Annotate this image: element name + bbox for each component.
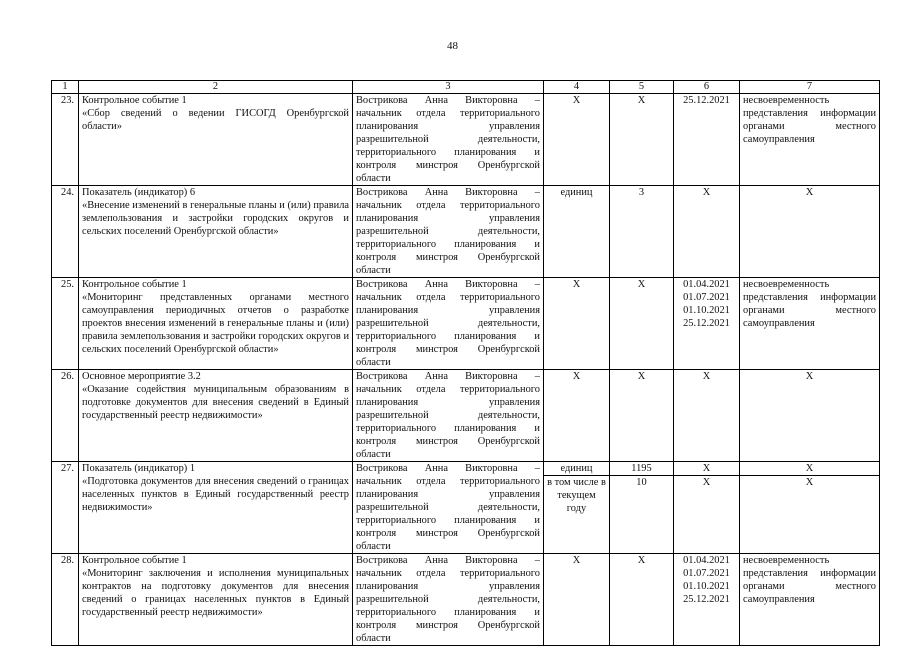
table-row <box>52 370 880 462</box>
dates-cell: Х <box>674 186 740 278</box>
responsible-person: Вострикова Анна Викторовна – начальник отдела территориального планирования управления разрешительной деятельности, территориального планирования и контроля минстроя Оренбургской области <box>353 554 544 646</box>
event-title: Показатель (индикатор) 1 <box>82 463 196 474</box>
risk-total: Х <box>805 463 814 474</box>
header-cell: 3 <box>353 81 544 94</box>
value-cell: Х <box>610 94 674 186</box>
row-number: 25. <box>52 278 79 370</box>
dates-cell <box>674 462 740 554</box>
row-number: 27. <box>52 462 79 554</box>
risk-cell: несвоевременность представления информации органами местного самоуправления <box>740 94 880 186</box>
dates-total: Х <box>702 463 711 474</box>
value-cell: Х <box>610 554 674 646</box>
row-number: 28. <box>52 554 79 646</box>
event-description <box>79 278 353 370</box>
event-title: Контрольное событие 1 <box>82 279 187 290</box>
table-row <box>52 462 880 554</box>
risk-cell: Х <box>740 186 880 278</box>
dates-cell: Х <box>674 370 740 462</box>
row-number: 23. <box>52 94 79 186</box>
row-number: 26. <box>52 370 79 462</box>
dates-cell: 01.04.2021 01.07.2021 01.10.2021 25.12.2021 <box>674 554 740 646</box>
table-row <box>52 554 880 646</box>
header-cell: 4 <box>544 81 610 94</box>
page-number: 48 <box>447 40 458 52</box>
value-cell <box>610 462 674 554</box>
responsible-person: Вострикова Анна Викторовна – начальник отдела территориального планирования управления разрешительной деятельности, территориального планирования и контроля минстроя Оренбургской области <box>353 370 544 462</box>
event-title: Основное мероприятие 3.2 <box>82 371 201 382</box>
header-cell: 5 <box>610 81 674 94</box>
dates-cell: 25.12.2021 <box>674 94 740 186</box>
monitoring-table <box>51 80 880 646</box>
unit-total: единиц <box>560 463 593 474</box>
unit-cell: Х <box>544 94 610 186</box>
event-description <box>79 186 353 278</box>
event-text: «Мониторинг представленных органами местного самоуправления периодичных отчетов о разработке проектов внесения изменений в генеральные планы и (или) правила землепользования и застройки городских округов и сельских поселений Оренбургской области» <box>82 292 349 355</box>
unit-cell: Х <box>544 370 610 462</box>
dates-current-year: Х <box>674 475 739 489</box>
header-cell: 6 <box>674 81 740 94</box>
event-title: Контрольное событие 1 <box>82 555 187 566</box>
event-description <box>79 462 353 554</box>
event-text: «Мониторинг заключения и исполнения муниципальных контрактов на подготовку документов для внесения сведений о границах населенных пунктов в Единый государственный реестр недвижимости» <box>82 568 349 618</box>
risk-current-year: Х <box>740 475 879 489</box>
responsible-person: Вострикова Анна Викторовна – начальник отдела территориального планирования управления разрешительной деятельности, территориального планирования и контроля минстроя Оренбургской области <box>353 94 544 186</box>
risk-cell <box>740 462 880 554</box>
responsible-person: Вострикова Анна Викторовна – начальник отдела территориального планирования управления разрешительной деятельности, территориального планирования и контроля минстроя Оренбургской области <box>353 462 544 554</box>
row-number: 24. <box>52 186 79 278</box>
risk-cell: несвоевременность представления информации органами местного самоуправления <box>740 554 880 646</box>
event-description <box>79 94 353 186</box>
risk-cell: Х <box>740 370 880 462</box>
unit-cell: Х <box>544 554 610 646</box>
event-description <box>79 554 353 646</box>
event-text: «Подготовка документов для внесения сведений о границах населенных пунктов в Единый государственный реестр недвижимости» <box>82 476 349 513</box>
unit-current-year: в том числе в текущем году <box>544 475 609 515</box>
responsible-person: Вострикова Анна Викторовна – начальник отдела территориального планирования управления разрешительной деятельности, территориального планирования и контроля минстроя Оренбургской области <box>353 186 544 278</box>
table-row <box>52 94 880 186</box>
event-title: Показатель (индикатор) 6 <box>82 187 196 198</box>
event-text: «Сбор сведений о ведении ГИСОГД Оренбургской области» <box>82 108 349 132</box>
header-cell: 1 <box>52 81 79 94</box>
value-cell: Х <box>610 278 674 370</box>
header-cell: 7 <box>740 81 880 94</box>
table-row <box>52 186 880 278</box>
responsible-person: Вострикова Анна Викторовна – начальник отдела территориального планирования управления разрешительной деятельности, территориального планирования и контроля минстроя Оренбургской области <box>353 278 544 370</box>
header-cell: 2 <box>79 81 353 94</box>
value-total: 1195 <box>631 463 652 474</box>
header-row <box>52 81 880 94</box>
risk-cell: несвоевременность представления информации органами местного самоуправления <box>740 278 880 370</box>
event-text: «Оказание содействия муниципальным образованиям в подготовке документов для внесения сведений в Единый государственный реестр недвижимости» <box>82 384 349 421</box>
event-title: Контрольное событие 1 <box>82 95 187 106</box>
table-row <box>52 278 880 370</box>
unit-cell: Х <box>544 278 610 370</box>
dates-cell: 01.04.2021 01.07.2021 01.10.2021 25.12.2021 <box>674 278 740 370</box>
value-current-year: 10 <box>610 475 673 489</box>
unit-cell <box>544 462 610 554</box>
value-cell: 3 <box>610 186 674 278</box>
value-cell: Х <box>610 370 674 462</box>
unit-cell: единиц <box>544 186 610 278</box>
event-text: «Внесение изменений в генеральные планы и (или) правила землепользования и застройки городских округов и сельских поселений Оренбургской области» <box>82 200 349 237</box>
event-description <box>79 370 353 462</box>
